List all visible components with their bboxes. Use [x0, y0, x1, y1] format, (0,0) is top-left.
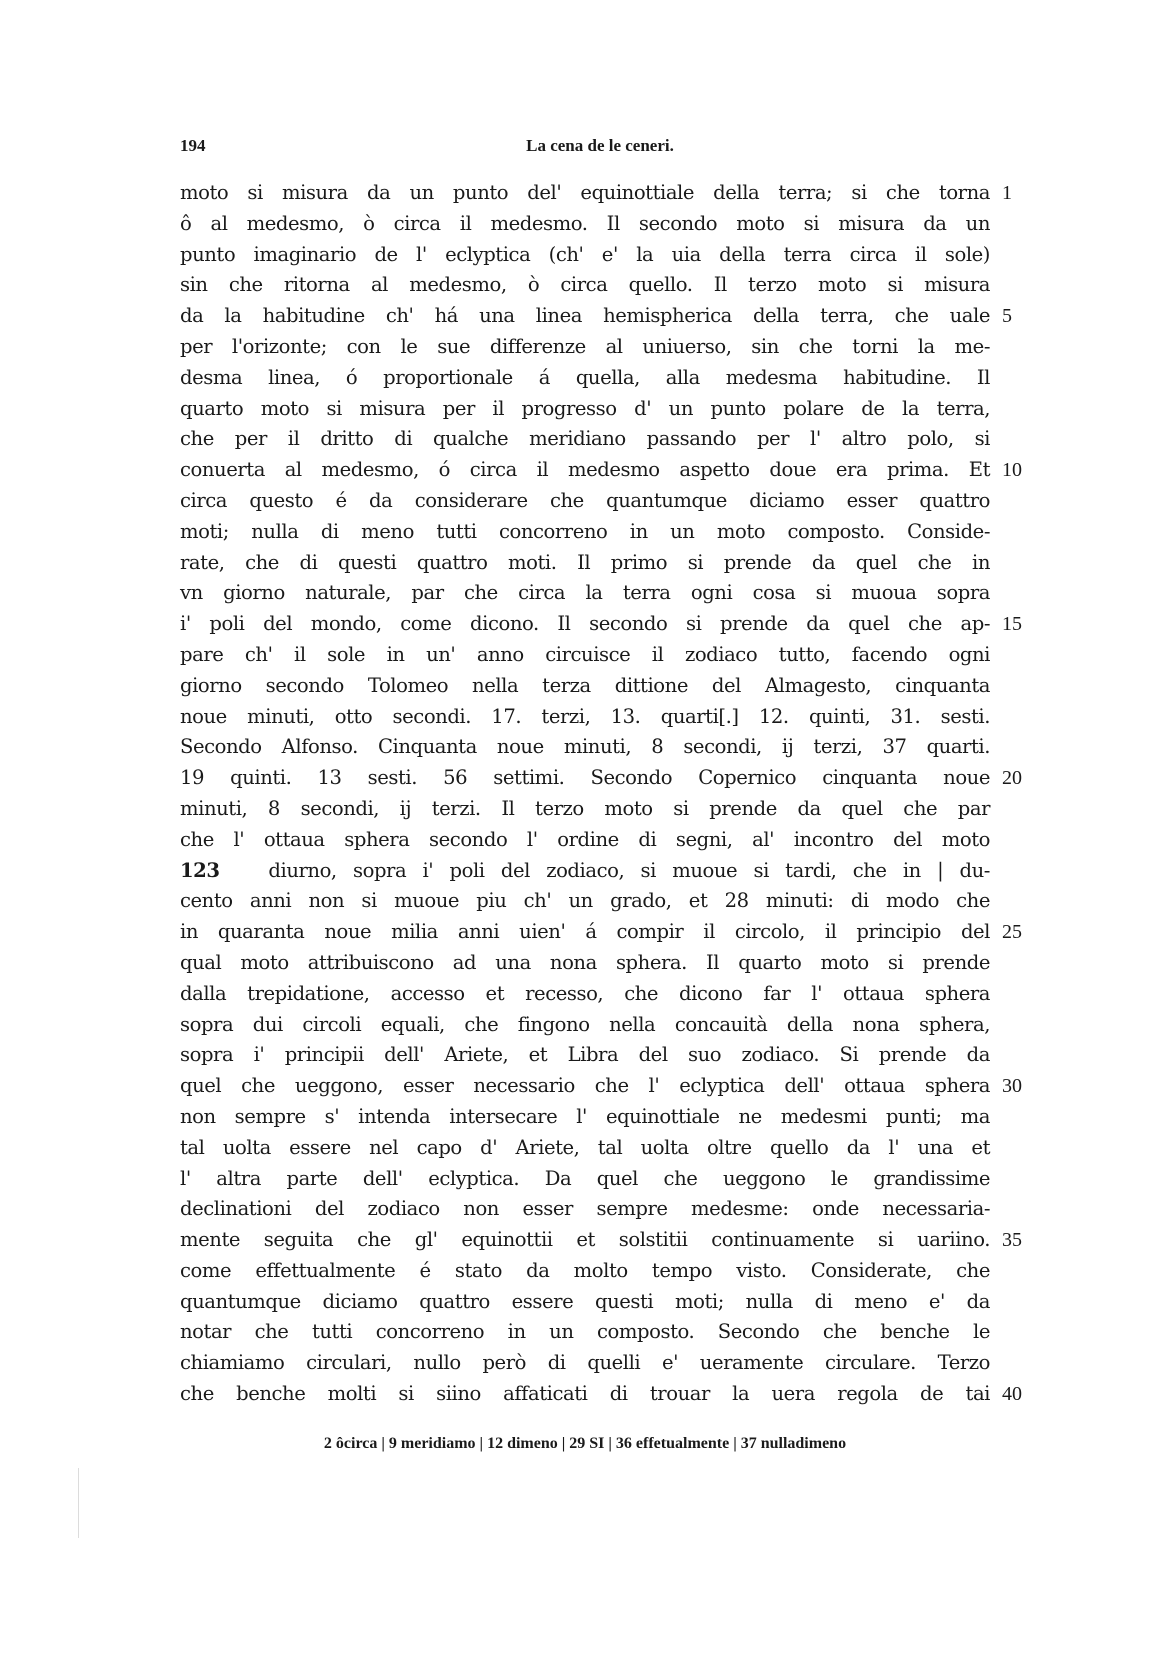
- text-line: [180, 1040, 1040, 1071]
- text-line: [180, 948, 1040, 979]
- line-number: 40: [1002, 1383, 1022, 1406]
- text-line: [180, 609, 1040, 640]
- line-text: cento anni non si muoue piu ch' un grado, et 28 minuti: di modo che: [180, 889, 990, 913]
- line-text: Secondo Alfonso. Cinquanta noue minuti, 8 secondi, ij terzi, 37 quarti.: [180, 735, 990, 759]
- line-text: rate, che di questi quattro moti. Il primo si prende da quel che in: [180, 550, 990, 574]
- critical-apparatus: 2 ôcirca | 9 meridiamo | 12 dimeno | 29 SI | 36 effetualmente | 37 nulladimeno: [323, 1435, 847, 1452]
- line-text: vn giorno naturale, par che circa la terra ogni cosa si muoua sopra: [180, 581, 990, 605]
- scan-edge-mark: [78, 1468, 79, 1538]
- text-line: [180, 1225, 1040, 1256]
- text-line: [180, 794, 1040, 825]
- line-text: che l' ottaua sphera secondo l' ordine di segni, al' incontro del moto: [180, 827, 990, 851]
- text-line: [180, 394, 1040, 425]
- text-line: [180, 486, 1040, 517]
- page-number: 194: [180, 136, 206, 155]
- page-reference: 123: [180, 858, 220, 882]
- text-line: [180, 240, 1040, 271]
- line-text: mente seguita che gl' equinottii et solstitii continuamente si uariino.: [180, 1228, 990, 1252]
- text-line: [180, 209, 1040, 240]
- line-text: per l'orizonte; con le sue differenze al uniuerso, sin che torni la me-: [180, 334, 990, 358]
- text-line: [180, 1164, 1040, 1195]
- text-line: [180, 1071, 1040, 1102]
- text-line: [180, 671, 1040, 702]
- text-line: [180, 1317, 1040, 1348]
- text-line: [180, 702, 1040, 733]
- line-text: da la habitudine ch' há una linea hemispherica della terra, che uale: [180, 304, 990, 328]
- text-line: [180, 301, 1040, 332]
- text-line: [180, 270, 1040, 301]
- line-text: l' altra parte dell' eclyptica. Da quel che ueggono le grandissime: [180, 1166, 990, 1190]
- text-line: [180, 856, 1040, 887]
- page-header: [180, 136, 990, 160]
- text-line: [180, 1287, 1040, 1318]
- text-line: [180, 1256, 1040, 1287]
- text-line: [180, 1010, 1040, 1041]
- line-text: minuti, 8 secondi, ij terzi. Il terzo moto si prende da quel che par: [180, 796, 990, 820]
- line-text: sopra i' principii dell' Ariete, et Libra del suo zodiaco. Si prende da: [180, 1043, 990, 1067]
- text-line: [180, 886, 1040, 917]
- line-text: circa questo é da considerare che quantumque diciamo esser quattro: [180, 488, 990, 512]
- line-text: quel che ueggono, esser necessario che l' eclyptica dell' ottaua sphera: [180, 1074, 990, 1098]
- text-line: [180, 424, 1040, 455]
- text-line: [180, 825, 1040, 856]
- line-text: dalla trepidatione, accesso et recesso, che dicono far l' ottaua sphera: [180, 981, 990, 1005]
- text-line: [180, 363, 1040, 394]
- line-text: chiamiamo circulari, nullo però di quelli e' ueramente circulare. Terzo: [180, 1351, 990, 1375]
- line-number: 1: [1002, 182, 1012, 204]
- line-text: come effettualmente é stato da molto tempo visto. Considerate, che: [180, 1258, 990, 1282]
- line-text: notar che tutti concorreno in un composto. Secondo che benche le: [180, 1320, 990, 1344]
- line-number: 35: [1002, 1229, 1022, 1252]
- line-text: tal uolta essere nel capo d' Ariete, tal uolta oltre quello da l' una et: [180, 1135, 990, 1159]
- line-number: 10: [1002, 459, 1022, 482]
- line-text: moto si misura da un punto del' equinottiale della terra; si che torna: [180, 181, 990, 204]
- line-text: qual moto attribuiscono ad una nona sphera. Il quarto moto si prende: [180, 950, 990, 974]
- line-text: 19 quinti. 13 sesti. 56 settimi. Secondo Copernico cinquanta noue: [180, 766, 990, 790]
- text-line: [180, 1194, 1040, 1225]
- line-number: 20: [1002, 767, 1022, 790]
- text-line: [180, 1133, 1040, 1164]
- text-line: [180, 979, 1040, 1010]
- line-text: declinationi del zodiaco non esser sempre medesme: onde necessaria-: [180, 1197, 990, 1221]
- line-text: i' poli del mondo, come dicono. Il secondo si prende da quel che ap-: [180, 612, 990, 636]
- text-line: [180, 178, 1040, 209]
- text-line: [180, 455, 1040, 486]
- line-text: conuerta al medesmo, ó circa il medesmo aspetto doue era prima. Et: [180, 458, 990, 482]
- running-title: La cena de le ceneri.: [526, 136, 674, 155]
- line-text: noue minuti, otto secondi. 17. terzi, 13. quarti[.] 12. quinti, 31. sesti.: [180, 704, 990, 728]
- line-text: [180, 856, 990, 887]
- line-text-content: diurno, sopra i' poli del zodiaco, si muoue si tardi, che in | du-: [268, 858, 990, 882]
- line-text: sopra dui circoli equali, che fingono nella concauità della nona sphera,: [180, 1012, 990, 1036]
- line-text: giorno secondo Tolomeo nella terza dittione del Almagesto, cinquanta: [180, 673, 990, 697]
- text-line: [180, 917, 1040, 948]
- text-line: [180, 763, 1040, 794]
- line-number: 5: [1002, 305, 1012, 328]
- line-text: pare ch' il sole in un' anno circuisce il zodiaco tutto, facendo ogni: [180, 642, 990, 666]
- line-text: moti; nulla di meno tutti concorreno in un moto composto. Conside-: [180, 519, 990, 543]
- line-text: che benche molti si siino affaticati di trouar la uera regola de tai: [180, 1382, 990, 1406]
- text-line: [180, 517, 1040, 548]
- text-line: [180, 1102, 1040, 1133]
- text-line: [180, 332, 1040, 363]
- text-line: [180, 1348, 1040, 1379]
- line-number: 15: [1002, 613, 1022, 636]
- line-text: ô al medesmo, ò circa il medesmo. Il secondo moto si misura da un: [180, 211, 990, 235]
- line-text: desma linea, ó proportionale á quella, alla medesma habitudine. Il: [180, 365, 990, 389]
- line-number: 25: [1002, 921, 1022, 944]
- main-text-block: [180, 178, 1040, 1410]
- line-text: non sempre s' intenda intersecare l' equinottiale ne medesmi punti; ma: [180, 1104, 990, 1128]
- text-line: [180, 578, 1040, 609]
- line-number: 30: [1002, 1075, 1022, 1098]
- line-text: quantumque diciamo quattro essere questi moti; nulla di meno e' da: [180, 1289, 990, 1313]
- text-line: [180, 548, 1040, 579]
- text-line: [180, 1379, 1040, 1410]
- line-text: punto imaginario de l' eclyptica (ch' e' la uia della terra circa il sole): [180, 242, 990, 266]
- line-text: in quaranta noue milia anni uien' á compir il circolo, il principio del: [180, 920, 990, 944]
- line-text: sin che ritorna al medesmo, ò circa quello. Il terzo moto si misura: [180, 273, 990, 297]
- line-text: che per il dritto di qualche meridiano passando per l' altro polo, si: [180, 427, 990, 451]
- text-line: [180, 732, 1040, 763]
- line-text: quarto moto si misura per il progresso d' un punto polare de la terra,: [180, 396, 990, 420]
- text-line: [180, 640, 1040, 671]
